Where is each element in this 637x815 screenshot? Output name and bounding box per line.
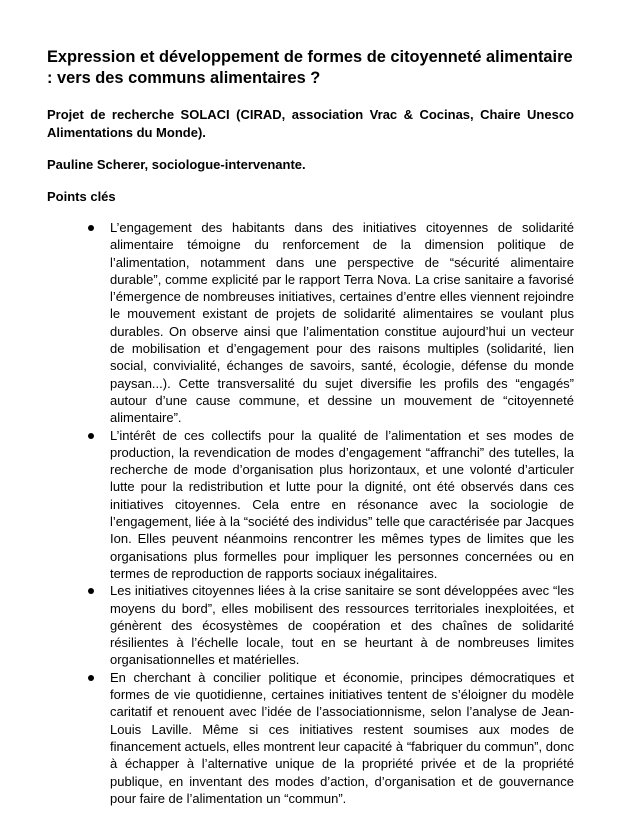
list-item — [47, 427, 574, 583]
list-item — [47, 219, 574, 427]
project-description: Projet de recherche SOLACI (CIRAD, association Vrac & Cocinas, Chaire Unesco Alimentations du Monde). — [47, 107, 574, 140]
list-item — [47, 669, 574, 807]
document-title: Expression et développement de formes de citoyenneté alimentaire : vers des communs alimentaires ? — [47, 48, 573, 87]
bullet-text: En cherchant à concilier politique et économie, principes démocratiques et formes de vie quotidienne, certaines initiatives tentent de s’éloigner du modèle caritatif et renouent avec l’idée de l’associationnisme, selon l’analyse de Jean-Louis Laville. Même si ces initiatives restent soumises aux modes de financement actuels, elles montrent leur capacité à “fabriquer du commun”, donc à échapper à l’alternative unique de la propriété privée et de la propriété publique, en inventant des modes d’action, d’organisation et de gouvernance pour faire de l’alimentation un “commun”. — [110, 669, 574, 806]
bullet-icon — [88, 588, 94, 594]
document-page — [47, 40, 574, 807]
bullet-icon — [88, 225, 94, 231]
bullet-text: L’engagement des habitants dans des initiatives citoyennes de solidarité alimentaire témoigne du renforcement de la dimension politique de l’alimentation, notamment dans une perspective de “sécurité alimentaire durable”, comme explicité par le rapport Terra Nova. La crise sanitaire a favorisé l’émergence de nombreuses initiatives, certaines d’entre elles viennent rejoindre le mouvement existant de projets de solidarité alimentaires se voulant plus durables. On observe ainsi que l’alimentation constitue aujourd’hui un vecteur de mobilisation et d’engagement pour des raisons multiples (solidarité, lien social, convivialité, échanges de savoirs, santé, écologie, défense du monde paysan...). Cette transversalité du sujet diversifie les profils des “engagés” autour d’une cause commune, et dessine un mouvement de “citoyenneté alimentaire”. — [110, 220, 574, 426]
key-points-list — [47, 219, 574, 807]
bullet-icon — [88, 433, 94, 439]
list-item — [47, 582, 574, 668]
author-line: Pauline Scherer, sociologue-intervenante. — [47, 157, 306, 172]
bullet-text: Les initiatives citoyennes liées à la crise sanitaire se sont développées avec “les moyens du bord”, elles mobilisent des ressources territoriales inexploitées, et génèrent des écosystèmes de coopération et des chaînes de solidarité résilientes à l’échelle locale, tout en se heurtant à de nombreuses limites organisationnelles et matérielles. — [110, 583, 574, 668]
key-points-heading: Points clés — [47, 188, 116, 204]
bullet-text: L’intérêt de ces collectifs pour la qualité de l’alimentation et ses modes de production, la revendication de modes d’engagement “affranchi” des tutelles, la recherche de mode d’organisation plus horizontaux, et une volonté d’articuler lutte pour la redistribution et lutte pour la dignité, ont été observés dans ces initiatives citoyennes. Cela entre en résonance avec la sociologie de l’engagement, liée à la “société des individus” telle que caractérisée par Jacques Ion. Elles peuvent néanmoins rencontrer les mêmes types de limites que les organisations plus formelles pour impliquer les personnes concernées ou en termes de reproduction de rapports sociaux inégalitaires. — [110, 427, 574, 581]
bullet-icon — [88, 675, 94, 681]
